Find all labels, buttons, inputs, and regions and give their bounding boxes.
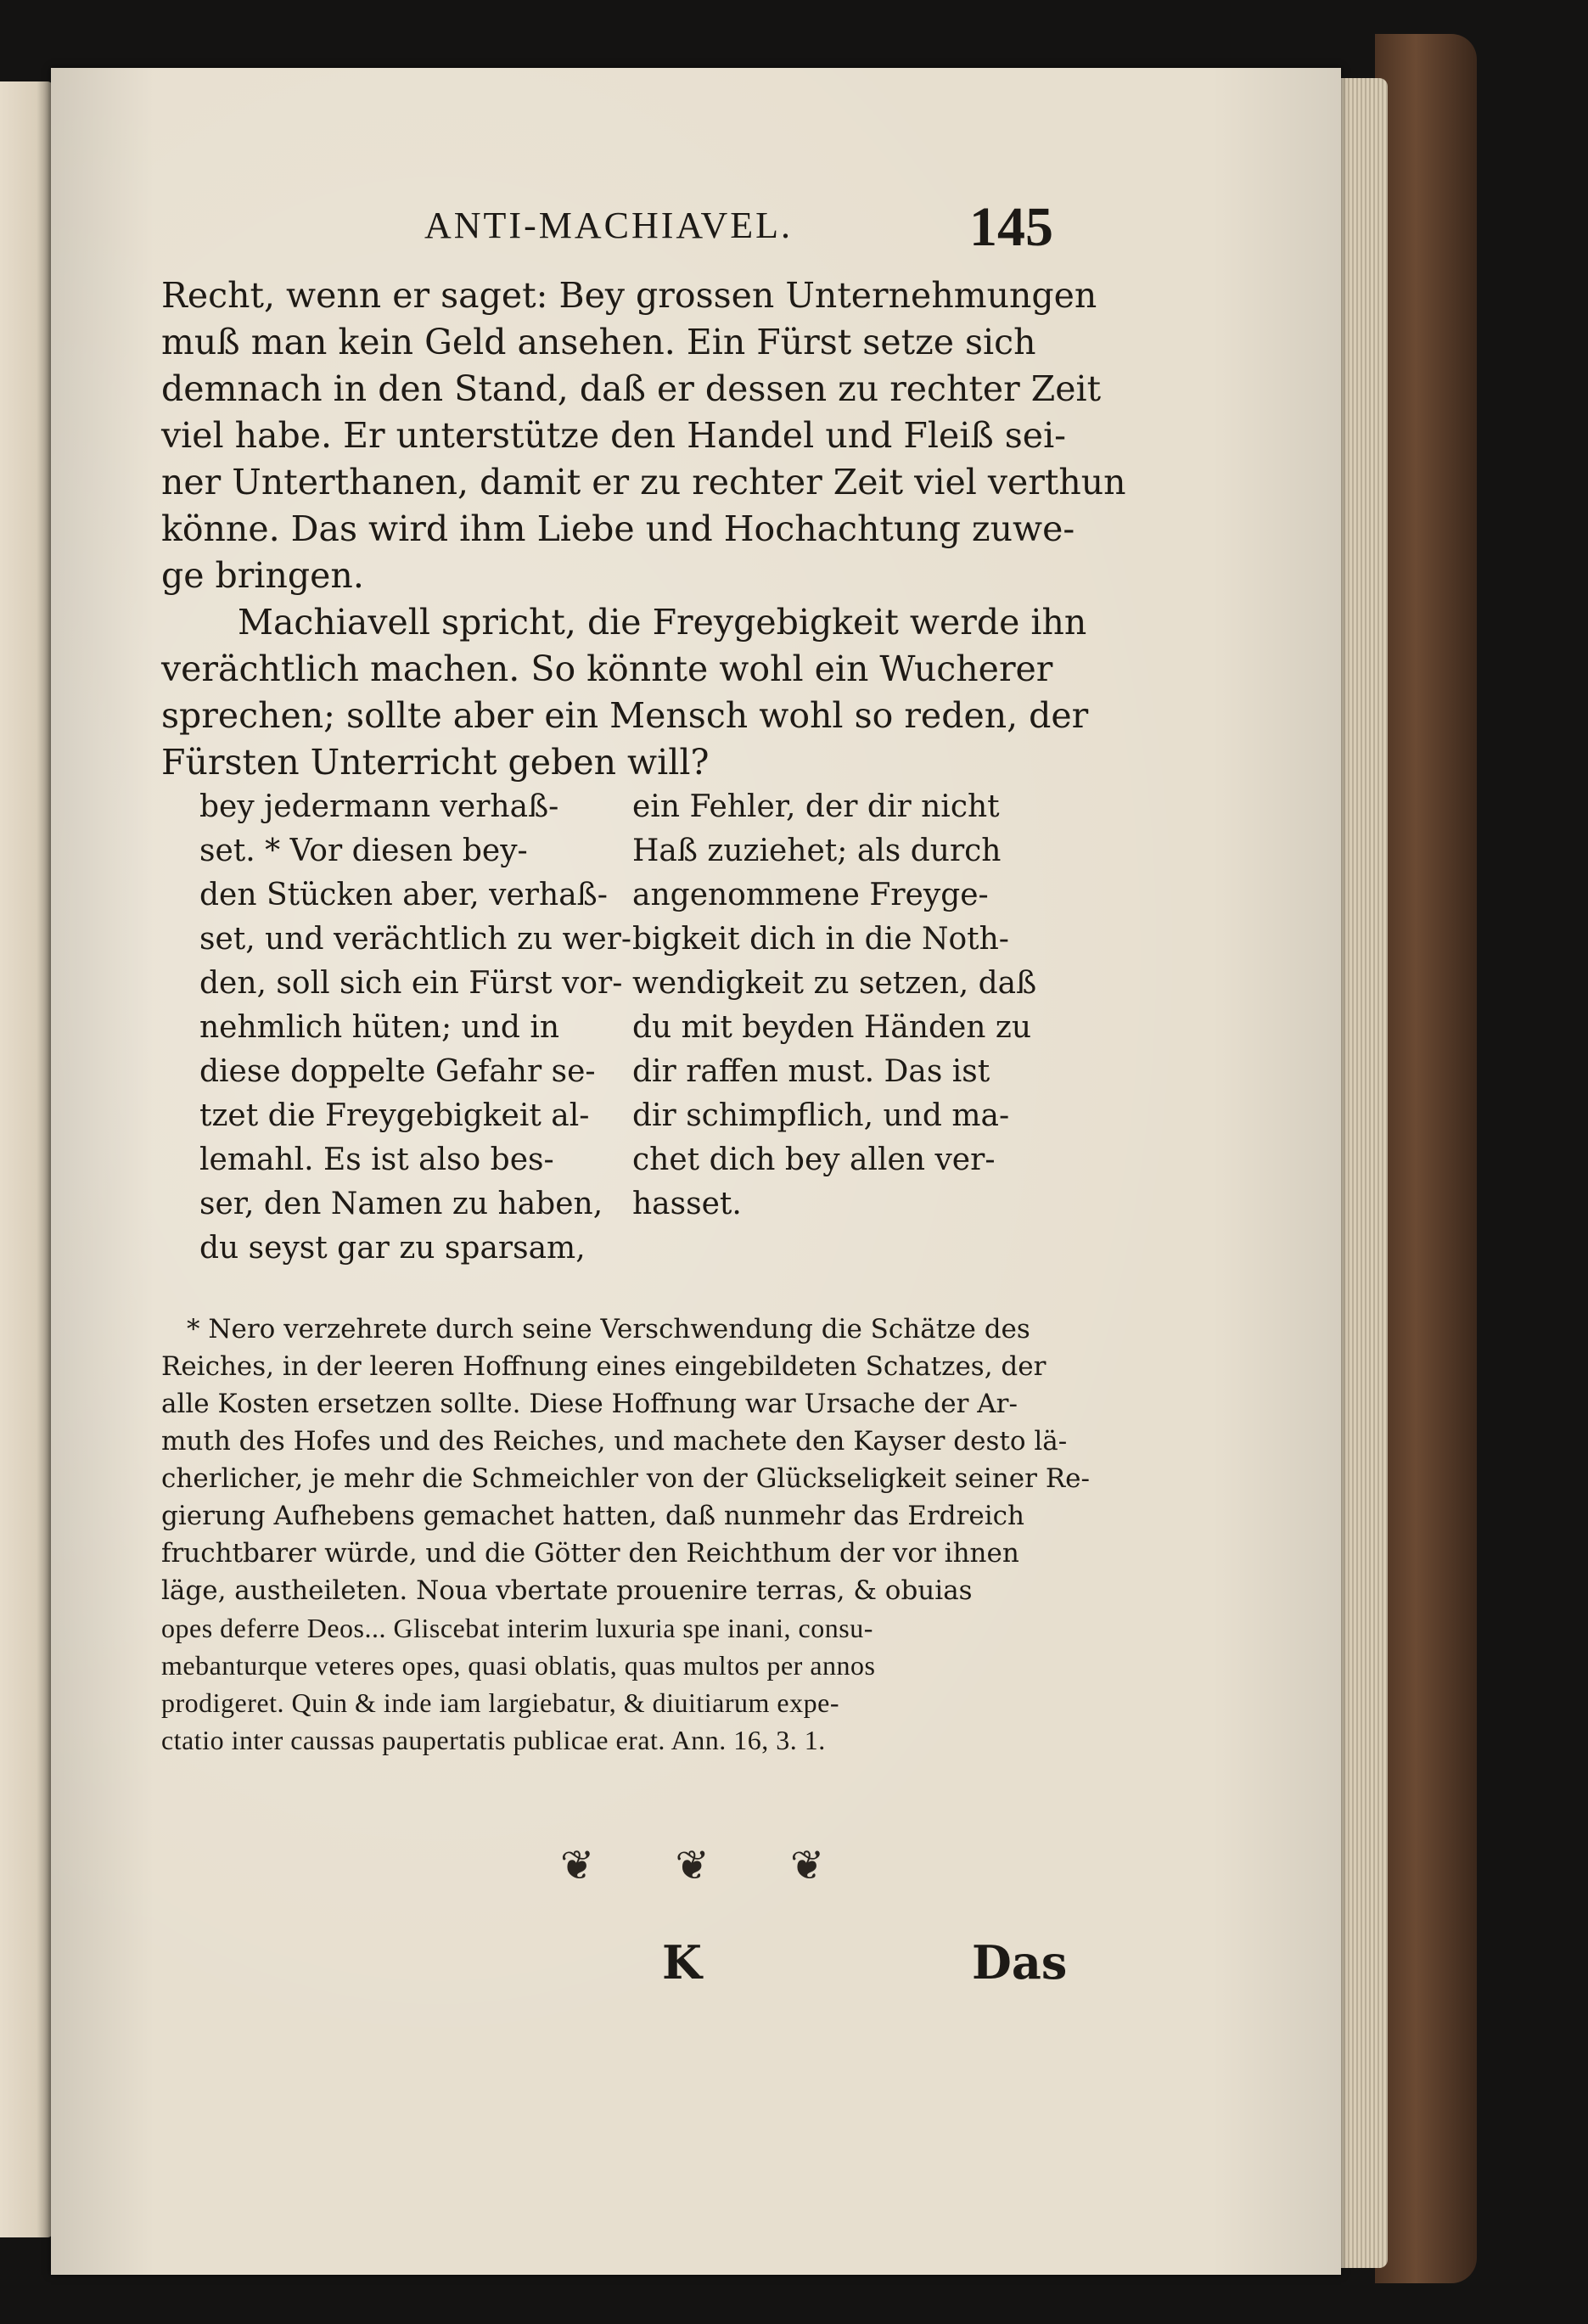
column-line: nehmlich hüten; und in [199, 1010, 560, 1045]
footnote-line: * Nero verzehrete durch seine Verschwendung die Schätze des [187, 1314, 1030, 1344]
column-line: bigkeit dich in die Noth- [632, 922, 1009, 957]
text-line: verächtlich machen. So könnte wohl ein Wucherer [161, 648, 1053, 689]
footnote-line: cherlicher, je mehr die Schmeichler von der Glückseligkeit seiner Re- [161, 1463, 1090, 1494]
column-line: ser, den Namen zu haben, [199, 1187, 603, 1221]
footnote-line: prodigeret. Quin & inde iam largiebatur, & diuitiarum expe- [161, 1687, 839, 1718]
footnote-line: mebanturque veteres opes, quasi oblatis, quas multos per annos [161, 1650, 876, 1681]
text-line: Fürsten Unterricht geben will? [161, 742, 710, 783]
footnote-line: läge, austheileten. Noua vbertate prouenire terras, & obuias [161, 1575, 973, 1606]
footnote-line: ctatio inter caussas paupertatis publicae erat. Ann. 16, 3. 1. [161, 1725, 826, 1755]
column-line: set. * Vor diesen bey- [199, 834, 528, 868]
running-head: ANTI-MACHIAVEL. [424, 205, 794, 246]
footnote-line: Reiches, in der leeren Hoffnung eines eingebildeten Schatzes, der [161, 1351, 1047, 1382]
column-line: dir raffen must. Das ist [632, 1054, 990, 1089]
column-line: hasset. [632, 1187, 742, 1221]
footnote-line: opes deferre Deos... Gliscebat interim luxuria spe inani, consu- [161, 1613, 873, 1643]
page-number: 145 [969, 196, 1053, 258]
column-line: den, soll sich ein Fürst vor- [199, 966, 623, 1001]
text-line: demnach in den Stand, daß er dessen zu rechter Zeit [161, 368, 1102, 409]
book-cover [1375, 34, 1477, 2283]
text-line: könne. Das wird ihm Liebe und Hochachtung zuwe- [161, 508, 1075, 549]
text-line: viel habe. Er unterstütze den Handel und Fleiß sei- [161, 415, 1067, 456]
column-line: du mit beyden Händen zu [632, 1010, 1032, 1045]
column-line: ein Fehler, der dir nicht [632, 789, 1000, 824]
column-line: chet dich bey allen ver- [632, 1142, 996, 1177]
footnote-line: alle Kosten ersetzen sollte. Diese Hoffnung war Ursache der Ar- [161, 1389, 1018, 1419]
column-line: lemahl. Es ist also bes- [199, 1142, 554, 1177]
column-line: wendigkeit zu setzen, daß [632, 966, 1037, 1001]
catchword: Das [972, 1935, 1068, 1990]
footnote-line: gierung Aufhebens gemachet hatten, daß nunmehr das Erdreich [161, 1501, 1024, 1531]
column-line: angenommene Freyge- [632, 878, 989, 912]
column-line: tzet die Freygebigkeit al- [199, 1098, 590, 1133]
text-line: ner Unterthanen, damit er zu rechter Zeit viel verthun [161, 462, 1126, 502]
text-line: Machiavell spricht, die Freygebigkeit werde ihn [238, 602, 1087, 643]
ornament-fleurons: ❦ ❦ ❦ [560, 1842, 859, 1889]
book-page [51, 68, 1341, 2275]
column-line: Haß zuziehet; als durch [632, 834, 1002, 868]
footnote-line: fruchtbarer würde, und die Götter den Reichthum der vor ihnen [161, 1538, 1019, 1569]
footnote-line: muth des Hofes und des Reiches, und machete den Kayser desto lä- [161, 1426, 1068, 1457]
column-line: set, und verächtlich zu wer- [199, 922, 632, 957]
facing-page-edge [0, 81, 53, 2237]
column-line: den Stücken aber, verhaß- [199, 878, 608, 912]
column-line: bey jedermann verhaß- [199, 789, 559, 824]
column-line: diese doppelte Gefahr se- [199, 1054, 596, 1089]
column-line: dir schimpflich, und ma- [632, 1098, 1010, 1133]
text-line: Recht, wenn er saget: Bey grossen Unternehmungen [161, 275, 1097, 316]
text-line: muß man kein Geld ansehen. Ein Fürst setze sich [161, 322, 1036, 362]
text-line: sprechen; sollte aber ein Mensch wohl so reden, der [161, 695, 1089, 736]
signature-mark: K [662, 1935, 702, 1990]
column-line: du seyst gar zu sparsam, [199, 1231, 586, 1266]
text-line: ge bringen. [161, 555, 364, 596]
